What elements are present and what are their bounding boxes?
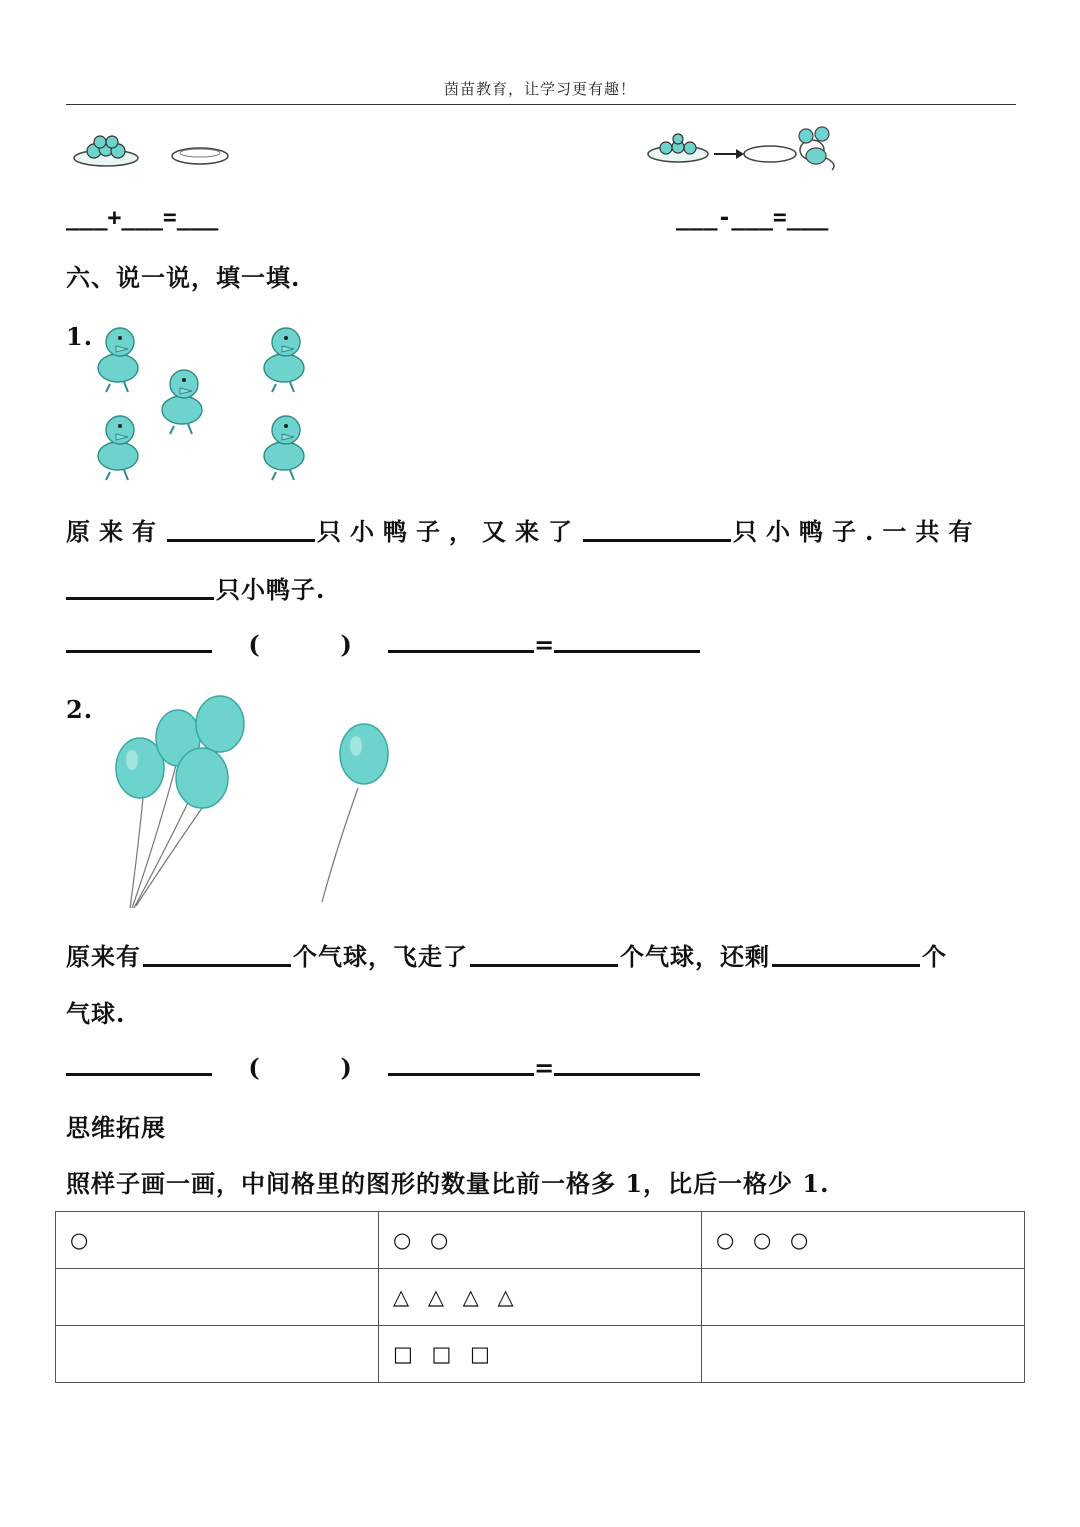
grid-cell-empty[interactable]	[702, 1326, 1025, 1383]
q2-blank-left[interactable]	[772, 964, 920, 967]
section-six-title: 六、说一说，填一填.	[66, 263, 301, 292]
q2-text-a: 原来有	[66, 942, 141, 971]
q2-eq-blank-2[interactable]	[388, 1073, 534, 1076]
grid-cell: ○	[56, 1212, 379, 1269]
grid-row-circles	[56, 1212, 1025, 1269]
q1-blank-original[interactable]	[167, 539, 315, 542]
q2-blank-flew[interactable]	[470, 964, 618, 967]
question-1-sentence-cont	[66, 570, 325, 605]
ducklings-illustration	[90, 318, 340, 496]
grid-cell: ○ ○	[379, 1212, 702, 1269]
q2-eq-blank-1[interactable]	[66, 1073, 212, 1076]
q1-blank-total[interactable]	[66, 597, 214, 600]
q2-equals: =	[534, 1053, 555, 1082]
grid-row-squares	[56, 1326, 1025, 1383]
header-divider	[66, 104, 1016, 105]
addition-equation[interactable]: ___+___=___	[66, 205, 219, 231]
grid-cell-empty[interactable]	[702, 1269, 1025, 1326]
question-2-number: 2.	[66, 695, 94, 724]
question-1-equation-row	[66, 630, 700, 659]
q2-eq-blank-3[interactable]	[554, 1073, 700, 1076]
q1-eq-blank-3[interactable]	[554, 650, 700, 653]
q1-text-d: 只小鸭子.	[216, 575, 326, 604]
extension-title: 思维拓展	[66, 1113, 166, 1142]
q1-eq-blank-1[interactable]	[66, 650, 212, 653]
q1-eq-blank-2[interactable]	[388, 650, 534, 653]
q2-open-paren: (	[248, 1053, 260, 1082]
fruit-plate-illustration	[70, 122, 260, 178]
grid-cell-empty[interactable]	[56, 1326, 379, 1383]
q1-text-a: 原来有	[66, 517, 165, 546]
balloons-illustration	[96, 690, 406, 914]
grid-row-triangles	[56, 1269, 1025, 1326]
q1-text-c: 只小鸭子.一共有	[733, 517, 982, 546]
q1-close-paren: )	[340, 630, 352, 659]
page-header: 茵苗教育，让学习更有趣！	[443, 80, 636, 98]
subtraction-equation[interactable]: ___-___=___	[676, 205, 829, 231]
question-2-sentence-cont: 气球.	[66, 999, 126, 1028]
grid-cell-empty[interactable]	[56, 1269, 379, 1326]
q1-open-paren: (	[248, 630, 260, 659]
extension-instruction: 照样子画一画，中间格里的图形的数量比前一格多 1，比后一格少 1.	[66, 1169, 830, 1198]
mouse-plate-illustration	[640, 118, 876, 178]
q2-text-c: 个气球，还剩	[620, 942, 770, 971]
question-2-equation-row	[66, 1053, 700, 1082]
question-1-sentence	[66, 512, 981, 547]
shape-grid	[55, 1211, 1025, 1383]
q2-text-d: 个	[922, 942, 947, 971]
grid-cell: △ △ △ △	[379, 1269, 702, 1326]
grid-cell: □ □ □	[379, 1326, 702, 1383]
q1-text-b: 只小鸭子，又来了	[317, 517, 581, 546]
question-2-sentence	[66, 937, 947, 972]
q1-blank-came[interactable]	[583, 539, 731, 542]
question-1-number: 1.	[66, 322, 94, 351]
q2-text-b: 个气球，飞走了	[293, 942, 468, 971]
q1-equals: =	[534, 630, 555, 659]
q2-close-paren: )	[340, 1053, 352, 1082]
grid-cell: ○ ○ ○	[702, 1212, 1025, 1269]
q2-blank-original[interactable]	[143, 964, 291, 967]
